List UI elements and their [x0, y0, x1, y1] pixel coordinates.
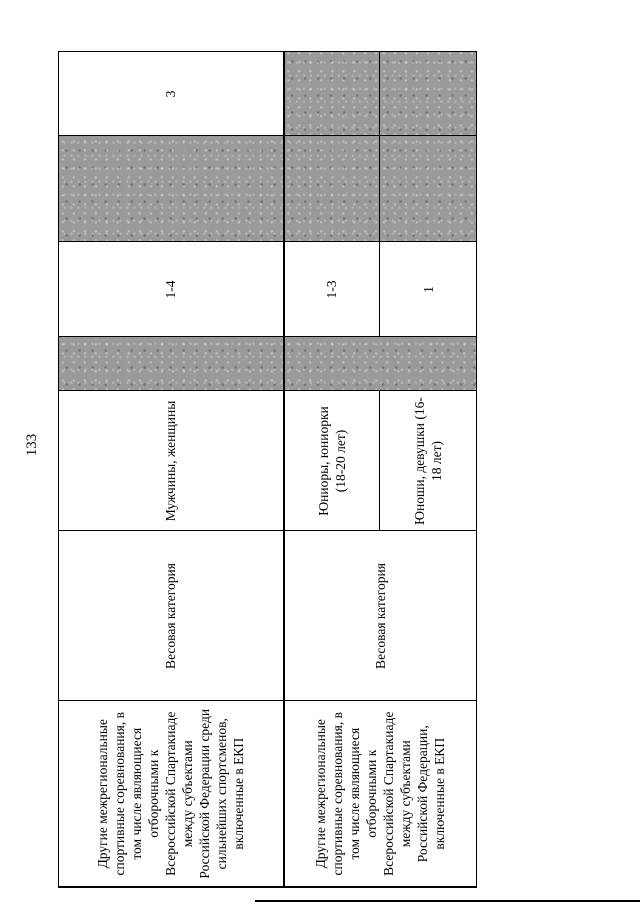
shaded-cell: [284, 337, 477, 391]
competition-cell: Другие межрегиональные спортивные соревнования, в том числе являющиеся отборочными к Всероссийской Спартакиаде между субъектами Российской Федерации среди сильнейших спортсменов, включенные в ЕКП: [59, 701, 284, 887]
age-group-cell: Мужчины, женщины: [59, 391, 284, 531]
discipline-cell: Весовая категория: [59, 531, 284, 701]
table-row: [284, 52, 380, 887]
shaded-cell: [380, 136, 477, 242]
page-number: 133: [24, 433, 40, 457]
places-cell: 1: [380, 242, 477, 337]
page-bottom-rule: [255, 900, 640, 902]
places-cell: 1-4: [59, 242, 284, 337]
table-row: [59, 52, 284, 887]
age-group-cell: Юниоры, юниорки (18-20 лет): [284, 391, 380, 531]
discipline-cell: Весовая категория: [284, 531, 477, 701]
age-group-cell: Юноши, девушки (16-18 лет): [380, 391, 477, 531]
shaded-cell: [59, 337, 284, 391]
shaded-cell: [380, 52, 477, 136]
competition-table: [58, 52, 477, 889]
shaded-cell: [59, 136, 284, 242]
shaded-cell: [284, 52, 380, 136]
rotated-table-container: [58, 53, 476, 888]
competition-cell: Другие межрегиональные спортивные соревнования, в том числе являющиеся отборочными к Всероссийской Спартакиаде между субъектами Российской Федерации, включенные в ЕКП: [284, 701, 477, 887]
places-cell: 1-3: [284, 242, 380, 337]
value-cell: 3: [59, 52, 284, 136]
shaded-cell: [284, 136, 380, 242]
